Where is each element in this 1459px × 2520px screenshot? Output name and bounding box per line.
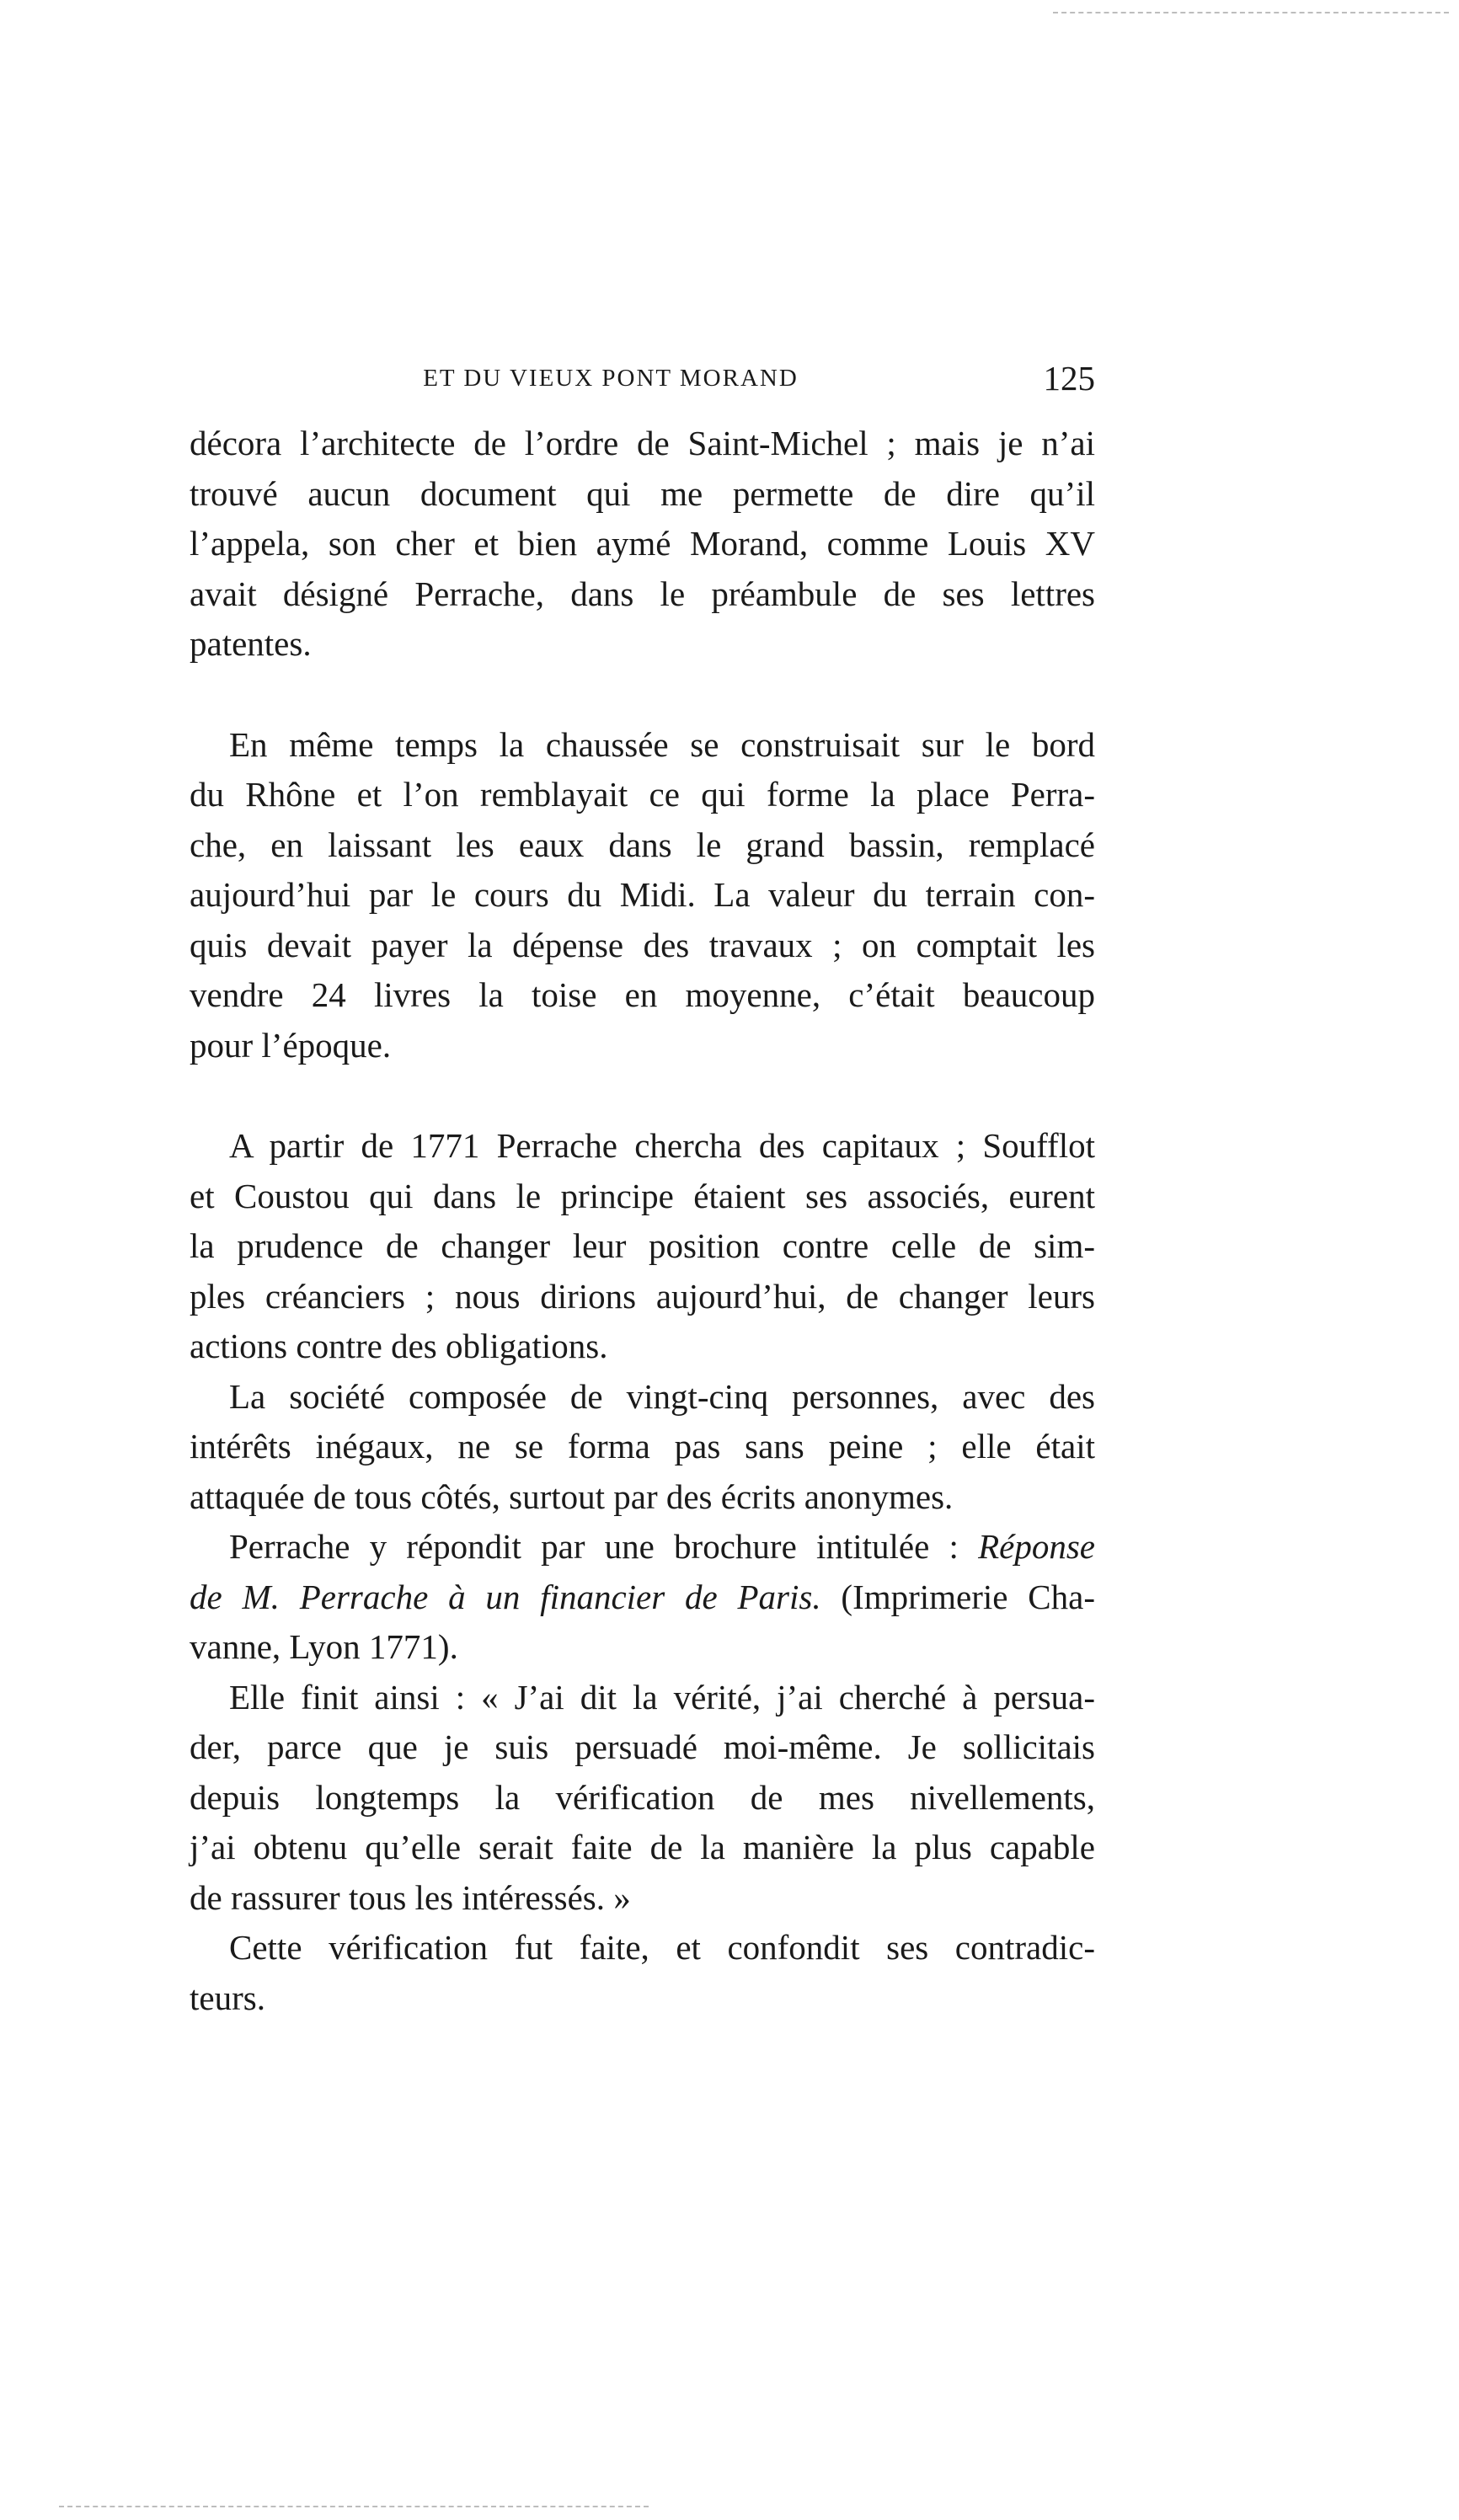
text-line: pour l’époque. — [190, 1025, 392, 1065]
paragraph-4 — [190, 1372, 1095, 1523]
text-line — [190, 1522, 1095, 1572]
running-head — [190, 358, 1095, 405]
running-title: ET DU VIEUX PONT MORAND — [423, 365, 799, 392]
italic-title-start: Réponse — [978, 1527, 1095, 1566]
italic-title-end: de M. Perrache à un financier de Paris. — [190, 1577, 821, 1616]
paragraph-5 — [190, 1522, 1095, 1673]
text-line: décora l’architecte de l’ordre de Saint-Michel ; mais je n’ai — [190, 424, 1095, 462]
text-line: Elle finit ainsi : « J’ai dit la vérité, j’ai cherché à persua- — [229, 1677, 1095, 1716]
text-line: avait désigné Perrache, dans le préambule de ses lettres — [190, 574, 1095, 613]
text-line: ples créanciers ; nous dirions aujourd’hui, de changer leurs — [190, 1276, 1095, 1316]
text-line: La société composée de vingt-cinq personnes, avec des — [229, 1376, 1095, 1416]
text-line: der, parce que je suis persuadé moi-même. Je sollicitais — [190, 1727, 1095, 1766]
paragraph-3 — [190, 1121, 1095, 1372]
text-line: patentes. — [190, 624, 312, 663]
text-line: et Coustou qui dans le principe étaient ses associés, eurent — [190, 1176, 1095, 1215]
text-line: A partir de 1771 Perrache chercha des capitaux ; Soufflot — [229, 1126, 1095, 1165]
text-line: la prudence de changer leur position contre celle de sim- — [190, 1226, 1095, 1265]
text-line: j’ai obtenu qu’elle serait faite de la manière la plus capable — [190, 1828, 1095, 1866]
text-line: intérêts inégaux, ne se forma pas sans peine ; elle était — [190, 1427, 1095, 1466]
text-line: vanne, Lyon 1771). — [190, 1627, 458, 1666]
text-line: quis devait payer la dépense des travaux ; on comptait les — [190, 925, 1095, 964]
plain-text: (Imprimerie Cha- — [820, 1577, 1095, 1616]
text-line: aujourd’hui par le cours du Midi. La valeur du terrain con- — [190, 875, 1095, 914]
paragraph-2 — [190, 720, 1095, 1071]
top-edge-artifact — [1053, 12, 1449, 13]
text-line — [190, 1572, 1095, 1623]
page-number: 125 — [1043, 359, 1095, 398]
text-line: trouvé aucun document qui me permette de dire qu’il — [190, 473, 1095, 513]
text-line: En même temps la chaussée se construisait sur le bord — [229, 724, 1095, 764]
text-line: attaquée de tous côtés, surtout par des écrits anonymes. — [190, 1476, 954, 1516]
bottom-edge-artifact — [59, 2506, 649, 2507]
paragraph-6 — [190, 1673, 1095, 1924]
text-line: du Rhône et l’on remblayait ce qui forme la place Perra- — [190, 775, 1095, 814]
text-line: actions contre des obligations. — [190, 1327, 608, 1365]
text-line: depuis longtemps la vérification de mes nivellements, — [190, 1777, 1095, 1817]
body-text — [190, 419, 1095, 2023]
text-line: l’appela, son cher et bien aymé Morand, comme Louis XV — [190, 524, 1095, 563]
text-line: Cette vérification fut faite, et confondit ses contradic- — [229, 1928, 1095, 1967]
text-line: che, en laissant les eaux dans le grand bassin, remplacé — [190, 825, 1095, 864]
text-line: teurs. — [190, 1978, 265, 2017]
paragraph-7 — [190, 1923, 1095, 2023]
plain-text: Perrache y répondit par une brochure intitulée : — [229, 1527, 979, 1566]
text-line: de rassurer tous les intéressés. » — [190, 1877, 631, 1917]
paragraph-1 — [190, 419, 1095, 670]
text-line: vendre 24 livres la toise en moyenne, c’était beaucoup — [190, 975, 1095, 1014]
